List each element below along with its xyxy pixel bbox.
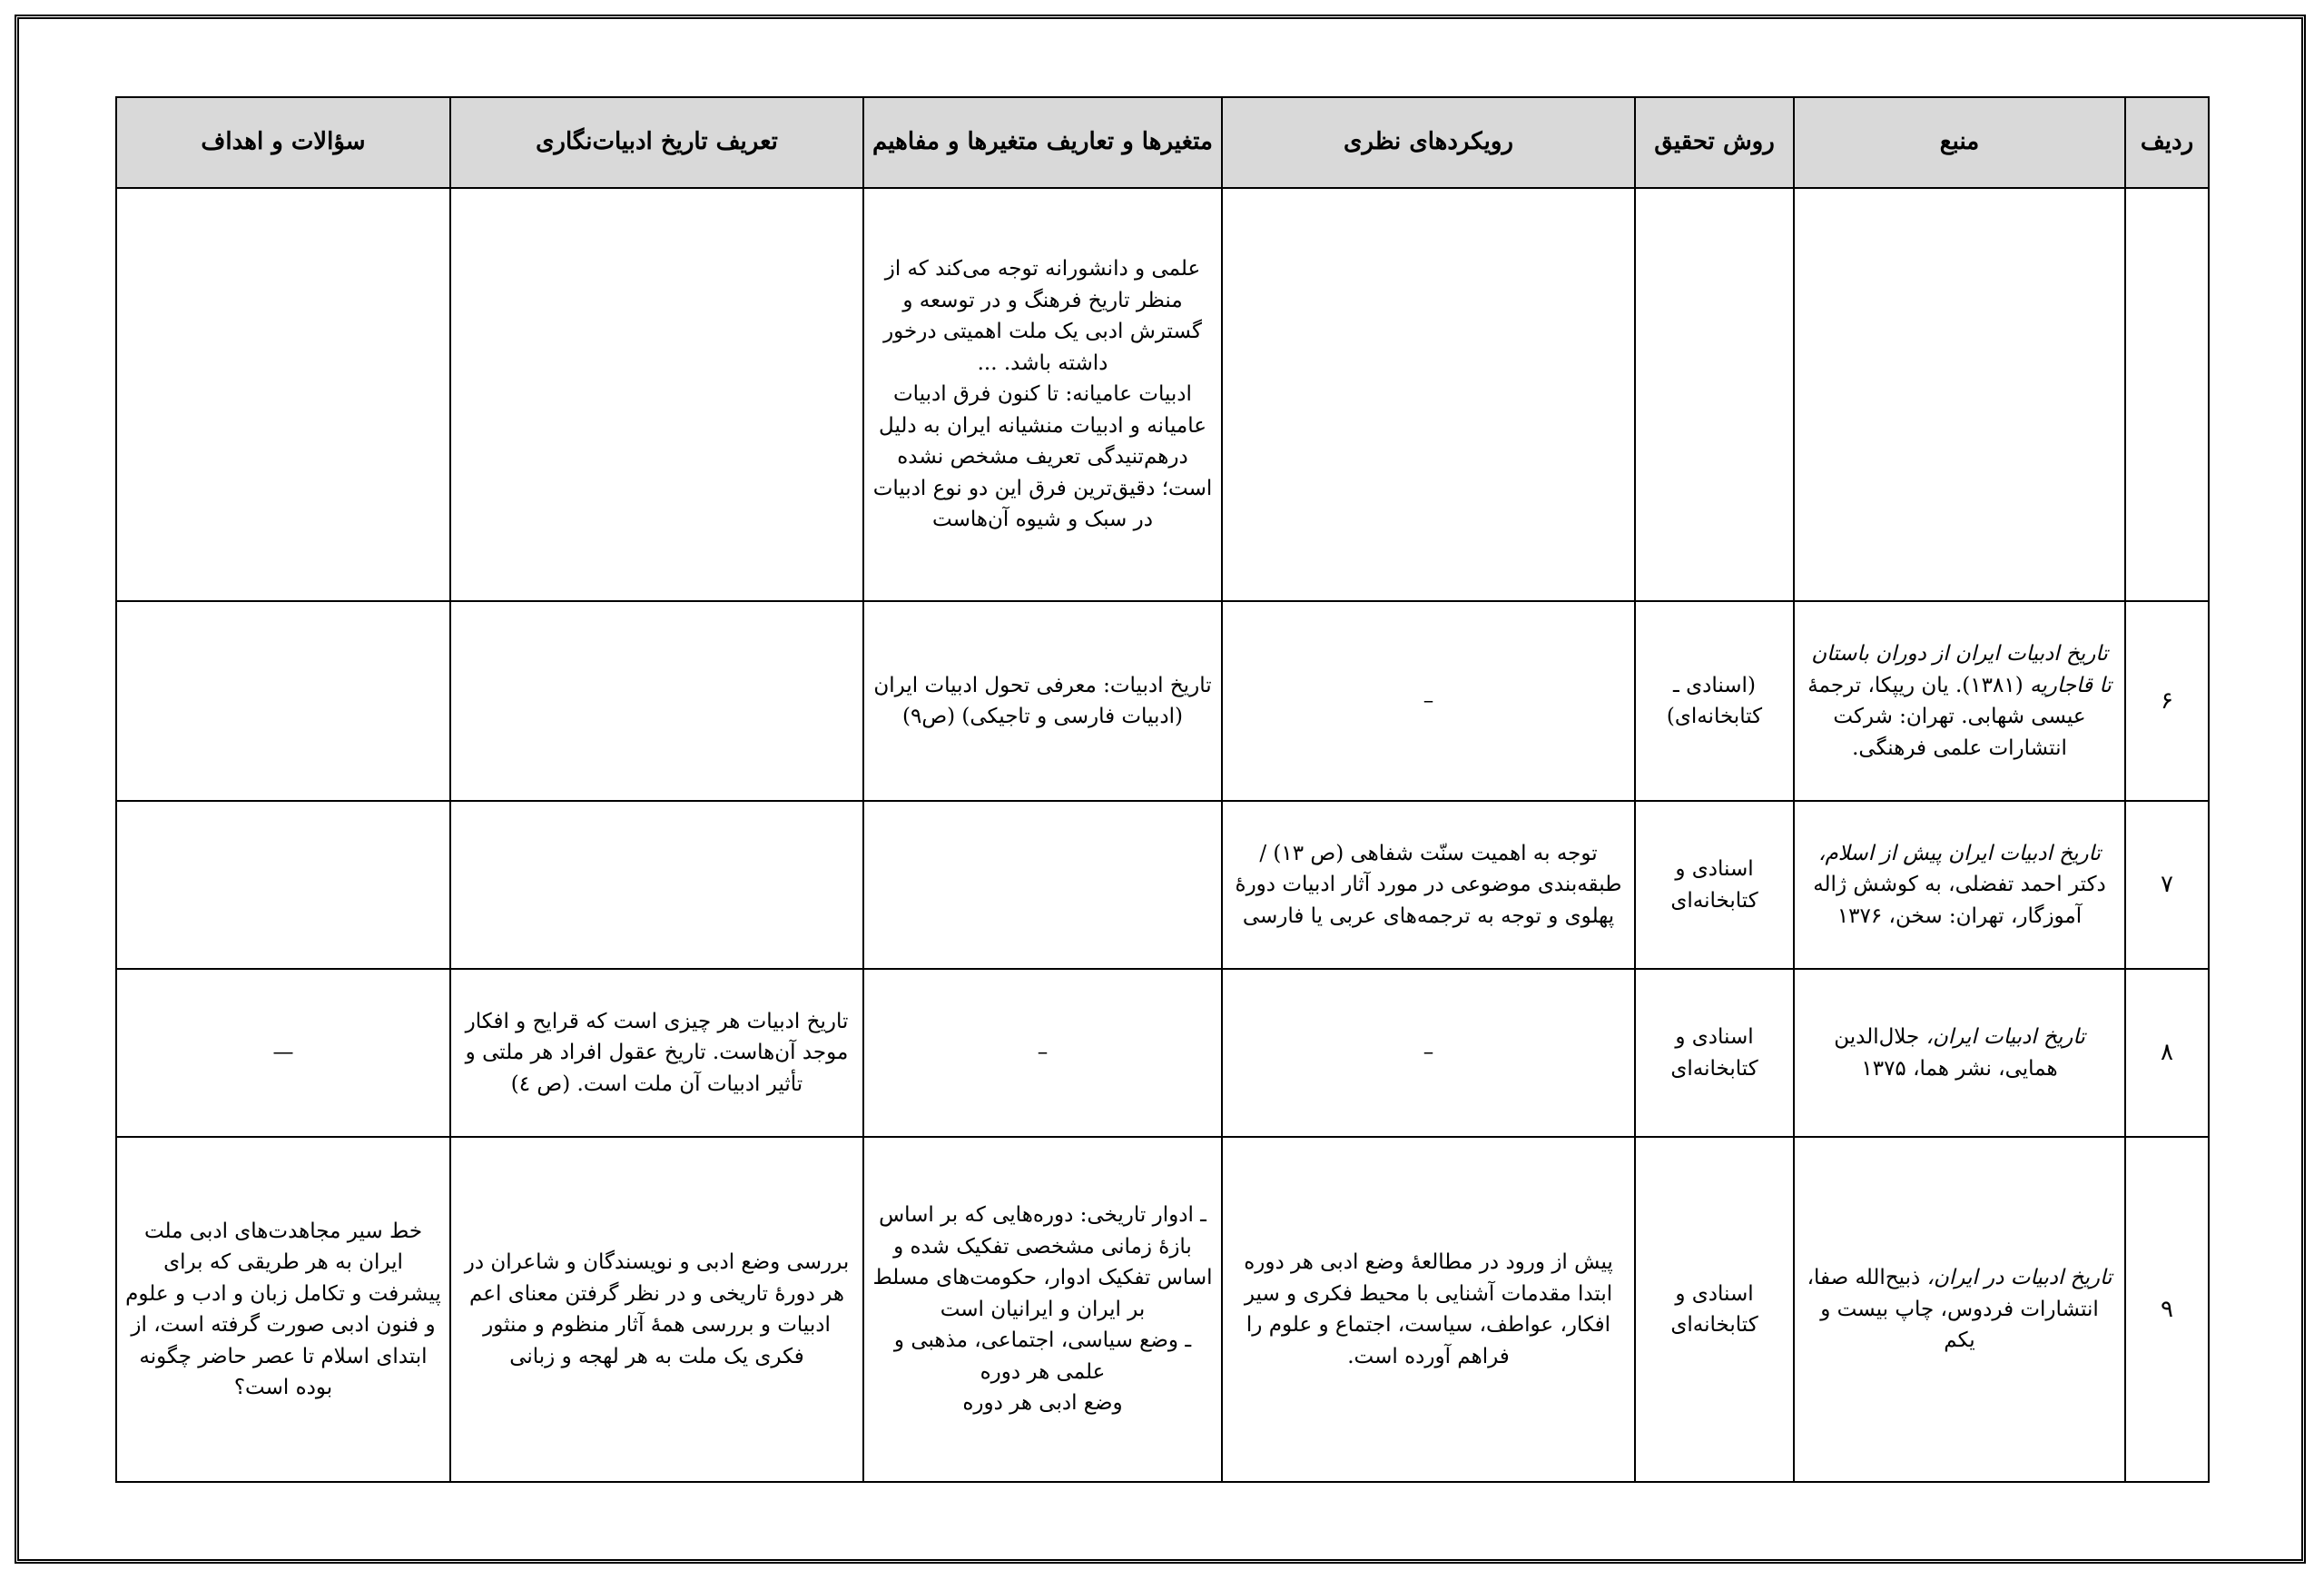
- definition-cell: بررسی وضع ادبی و نویسندگان و شاعران در هر دورهٔ تاریخی و در نظر گرفتن معنای اعم ادبیات و بررسی همهٔ آثار منظوم و منثور فکری یک ملت به هر لهجه و زبانی: [450, 1137, 863, 1482]
- approach-cell: –: [1222, 601, 1635, 801]
- row-number-cell: ۶: [2125, 601, 2209, 801]
- table-row: [116, 1137, 2209, 1482]
- approach-cell: پیش از ورود در مطالعهٔ وضع ادبی هر دوره ابتدا مقدمات آشنایی با محیط فکری و سیر افکار، عواطف، سیاست، اجتماع و علوم را فراهم آورده است.: [1222, 1137, 1635, 1482]
- variables-line: وضع ادبی هر دوره: [962, 1391, 1123, 1416]
- method-cell: [1635, 188, 1794, 601]
- header-row-number: ردیف: [2125, 97, 2209, 188]
- definition-cell: [450, 601, 863, 801]
- table-row: [116, 188, 2209, 601]
- source-cell: [1794, 188, 2125, 601]
- source-details: ذبیح‌الله صفا، انتشارات فردوس، چاپ بیست و یکم: [1807, 1266, 2099, 1353]
- variables-cell: [863, 801, 1222, 969]
- questions-cell: —: [116, 969, 450, 1137]
- table-row: [116, 601, 2209, 801]
- variables-line: ـ وضع سیاسی، اجتماعی، مذهبی و علمی هر دوره: [893, 1328, 1192, 1384]
- source-details: دکتر احمد تفضلی، به کوشش ژاله آموزگار، تهران: سخن، ۱۳۷۶: [1813, 873, 2106, 928]
- questions-cell: خط سیر مجاهدت‌های ادبی ملت ایران به هر طریقی که برای پیشرفت و تکامل زبان و ادب و علوم و فنون ادبی صورت گرفته است، از ابتدای اسلام تا عصر حاضر چگونه بوده است؟: [116, 1137, 450, 1482]
- definition-cell: [450, 188, 863, 601]
- header-questions: سؤالات و اهداف: [116, 97, 450, 188]
- header-method: روش تحقیق: [1635, 97, 1794, 188]
- header-variables: متغیرها و تعاریف متغیرها و مفاهیم: [863, 97, 1222, 188]
- questions-cell: [116, 601, 450, 801]
- source-title: تاریخ ادبیات ایران،: [1925, 1025, 2085, 1049]
- method-cell: اسنادی و کتابخانه‌ای: [1635, 801, 1794, 969]
- definition-cell: تاریخ ادبیات هر چیزی است که قرایح و افکار موجد آن‌هاست. تاریخ عقول افراد هر ملتی و تأثیر ادبیات آن ملت است. (ص ٤): [450, 969, 863, 1137]
- variables-line: ادبیات عامیانه: تا کنون فرق ادبیات عامیانه و ادبیات منشیانه ایران به دلیل درهم‌تنیدگی تعریف مشخص نشده است؛ دقیق‌ترین فرق این دو نوع ادبیات در سبک و شیوه آن‌هاست: [872, 382, 1213, 532]
- source-cell: [1794, 601, 2125, 801]
- variables-cell: [863, 188, 1222, 601]
- source-title: تاریخ ادبیات ایران پیش از اسلام،: [1818, 841, 2101, 865]
- method-cell: (اسنادی ـ کتابخانه‌ای): [1635, 601, 1794, 801]
- definition-cell: [450, 801, 863, 969]
- row-number-cell: ۸: [2125, 969, 2209, 1137]
- variables-cell: [863, 1137, 1222, 1482]
- method-cell: اسنادی و کتابخانه‌ای: [1635, 969, 1794, 1137]
- row-number-cell: ۹: [2125, 1137, 2209, 1482]
- source-details: جلال‌الدین همایی، نشر هما، ۱۳۷۵: [1834, 1025, 2058, 1081]
- approach-cell: توجه به اهمیت سنّت شفاهی (ص ۱۳) / طبقه‌بندی موضوعی در مورد آثار ادبیات دورهٔ پهلوی و توجه به ترجمه‌های عربی یا فارسی: [1222, 801, 1635, 969]
- variables-cell: [863, 601, 1222, 801]
- questions-cell: [116, 801, 450, 969]
- table-row: [116, 969, 2209, 1137]
- row-number-cell: [2125, 188, 2209, 601]
- approach-cell: –: [1222, 969, 1635, 1137]
- variables-line: تاریخ ادبیات: معرفی تحول ادبیات ایران (ادبیات فارسی و تاجیکی) (ص۹): [873, 673, 1212, 728]
- row-number-cell: ۷: [2125, 801, 2209, 969]
- source-details: (۱۳۸۱). یان ریپکا، ترجمهٔ عیسی شهابی. تهران: شرکت انتشارات علمی فرهنگی.: [1807, 673, 2086, 760]
- literature-review-table: [115, 96, 2210, 1483]
- method-cell: اسنادی و کتابخانه‌ای: [1635, 1137, 1794, 1482]
- approach-cell: [1222, 188, 1635, 601]
- questions-cell: [116, 188, 450, 601]
- source-title: تاریخ ادبیات در ایران،: [1926, 1266, 2112, 1290]
- table-row: [116, 801, 2209, 969]
- variables-line: ـ ادوار تاریخی: دوره‌هایی که بر اساس بازهٔ زمانی مشخصی تفکیک شده و اساس تفکیک ادوار، حکومت‌های مسلط بر ایران و ایرانیان است: [872, 1203, 1213, 1321]
- source-cell: [1794, 1137, 2125, 1482]
- variables-line: علمی و دانشورانه توجه می‌کند که از منظر تاریخ فرهنگ و در توسعه و گسترش ادبی یک ملت اهمیتی درخور داشته باشد. ...: [883, 257, 1202, 375]
- source-cell: [1794, 969, 2125, 1137]
- variables-cell: [863, 969, 1222, 1137]
- header-definition: تعریف تاریخ ادبیات‌نگاری: [450, 97, 863, 188]
- header-source: منبع: [1794, 97, 2125, 188]
- source-cell: [1794, 801, 2125, 969]
- source-title: تاریخ ادبیات ایران از دوران باستان تا قاجاریه: [1811, 642, 2112, 697]
- variables-line: –: [1037, 1041, 1049, 1065]
- table-header-row: [116, 97, 2209, 188]
- header-approach: رویکردهای نظری: [1222, 97, 1635, 188]
